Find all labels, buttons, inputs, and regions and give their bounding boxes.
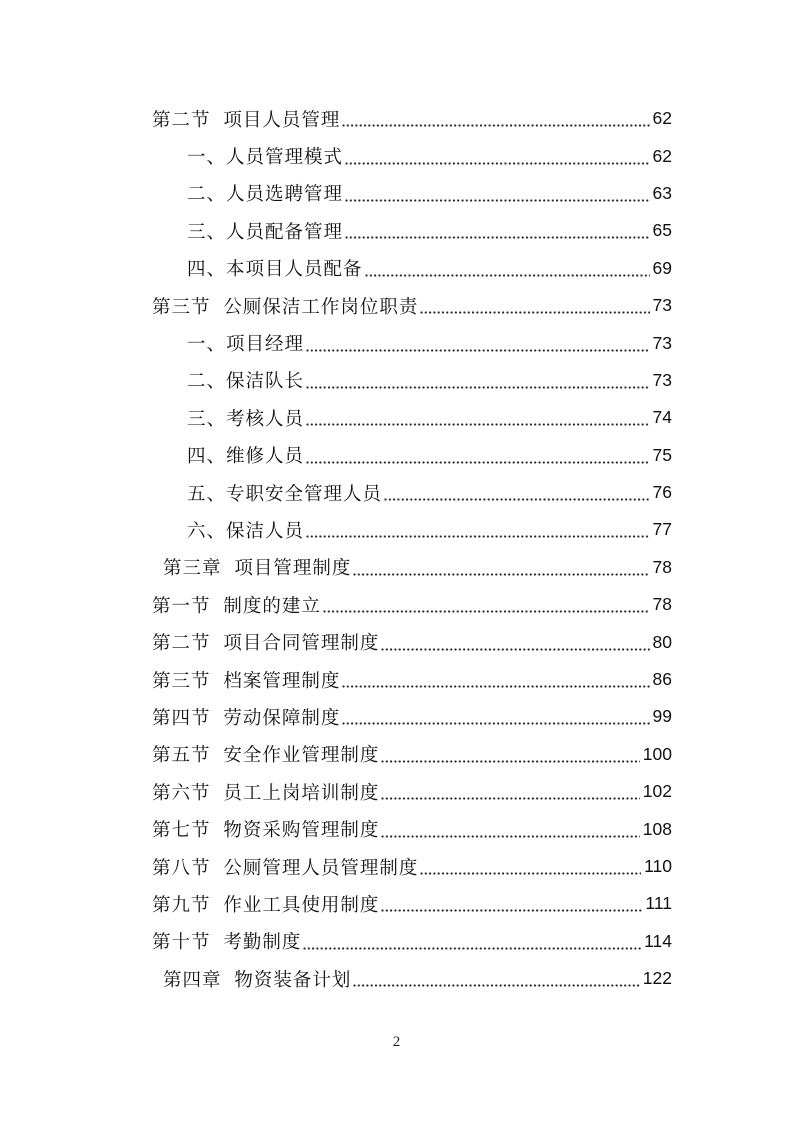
toc-entry-title: 第四章 物资装备计划	[163, 969, 352, 991]
toc-entry-title: 第二节 项目合同管理制度	[152, 633, 380, 655]
dot-leader	[306, 461, 650, 464]
toc-entry-section[interactable]	[0, 100, 793, 137]
toc-entry-page: 73	[652, 295, 672, 316]
toc-entry-page: 65	[652, 220, 672, 241]
toc-entry-title: 六、保洁人员	[187, 520, 305, 542]
toc-entry-title: 二、保洁队长	[187, 371, 305, 393]
dot-leader	[342, 685, 649, 688]
dot-leader	[306, 535, 650, 538]
toc-entry-page: 77	[652, 519, 672, 540]
dot-leader	[342, 722, 649, 725]
toc-entry-page: 86	[652, 669, 672, 690]
toc-entry-title: 三、考核人员	[187, 408, 305, 430]
toc-entry-title: 第三节 公厕保洁工作岗位职责	[152, 296, 419, 318]
toc-entry-section[interactable]	[0, 736, 793, 773]
toc-entry-title: 一、人员管理模式	[187, 147, 344, 169]
dot-leader	[381, 648, 649, 651]
toc-entry-page: 69	[652, 257, 672, 278]
toc-entry-item[interactable]	[0, 137, 793, 174]
toc-entry-title: 第四节 劳动保障制度	[152, 707, 341, 729]
toc-entry-title: 第六节 员工上岗培训制度	[152, 782, 380, 804]
toc-entry-page: 102	[642, 781, 672, 802]
toc-entry-page: 74	[652, 407, 672, 428]
table-of-contents	[0, 100, 793, 997]
dot-leader	[306, 349, 650, 352]
dot-leader	[323, 610, 650, 613]
dot-leader	[306, 423, 650, 426]
toc-entry-title: 第一节 制度的建立	[152, 595, 321, 617]
toc-entry-item[interactable]	[0, 399, 793, 436]
toc-entry-page: 100	[642, 743, 672, 764]
toc-entry-page: 114	[644, 930, 672, 951]
dot-leader	[365, 274, 650, 277]
dot-leader	[345, 199, 650, 202]
toc-entry-section[interactable]	[0, 885, 793, 922]
toc-entry-title: 第五节 安全作业管理制度	[152, 745, 380, 767]
toc-entry-section[interactable]	[0, 586, 793, 623]
toc-entry-item[interactable]	[0, 212, 793, 249]
toc-entry-title: 第九节 作业工具使用制度	[152, 894, 380, 916]
toc-entry-page: 78	[652, 594, 672, 615]
toc-entry-section[interactable]	[0, 287, 793, 324]
dot-leader	[353, 573, 649, 576]
toc-entry-title: 一、项目经理	[187, 334, 305, 356]
toc-entry-page: 75	[652, 444, 672, 465]
toc-entry-page: 73	[652, 332, 672, 353]
dot-leader	[420, 311, 649, 314]
toc-entry-title: 第八节 公厕管理人员管理制度	[152, 857, 419, 879]
toc-entry-page: 62	[652, 145, 672, 166]
toc-entry-title: 三、人员配备管理	[187, 221, 344, 243]
toc-entry-title: 第十节 考勤制度	[152, 932, 302, 954]
dot-leader	[381, 835, 639, 838]
toc-entry-item[interactable]	[0, 250, 793, 287]
dot-leader	[342, 124, 649, 127]
toc-entry-title: 第二节 项目人员管理	[152, 109, 341, 131]
toc-entry-title: 第三章 项目管理制度	[163, 558, 352, 580]
toc-entry-section[interactable]	[0, 923, 793, 960]
toc-entry-section[interactable]	[0, 773, 793, 810]
dot-leader	[306, 386, 650, 389]
toc-entry-page: 80	[652, 631, 672, 652]
toc-entry-title: 四、维修人员	[187, 446, 305, 468]
toc-entry-section[interactable]	[0, 810, 793, 847]
toc-entry-item[interactable]	[0, 362, 793, 399]
toc-entry-section[interactable]	[0, 848, 793, 885]
toc-entry-item[interactable]	[0, 511, 793, 548]
toc-entry-page: 108	[642, 818, 672, 839]
toc-entry-item[interactable]	[0, 437, 793, 474]
toc-entry-chapter[interactable]	[0, 549, 793, 586]
toc-entry-item[interactable]	[0, 324, 793, 361]
dot-leader	[381, 909, 642, 912]
toc-entry-title: 第三节 档案管理制度	[152, 670, 341, 692]
toc-entry-item[interactable]	[0, 474, 793, 511]
dot-leader	[303, 947, 641, 950]
toc-entry-chapter[interactable]	[0, 960, 793, 997]
toc-entry-title: 五、专职安全管理人员	[187, 483, 383, 505]
toc-entry-page: 73	[652, 369, 672, 390]
toc-entry-page: 78	[652, 556, 672, 577]
toc-entry-section[interactable]	[0, 698, 793, 735]
toc-entry-page: 62	[652, 108, 672, 129]
dot-leader	[345, 162, 650, 165]
toc-entry-page: 122	[642, 968, 672, 989]
toc-entry-page: 111	[645, 893, 672, 914]
page-number: 2	[392, 1034, 401, 1050]
toc-entry-title: 二、人员选聘管理	[187, 184, 344, 206]
toc-entry-item[interactable]	[0, 175, 793, 212]
dot-leader	[345, 236, 650, 239]
dot-leader	[381, 760, 639, 763]
dot-leader	[420, 872, 641, 875]
toc-entry-section[interactable]	[0, 623, 793, 660]
dot-leader	[381, 797, 639, 800]
dot-leader	[353, 984, 639, 987]
toc-entry-section[interactable]	[0, 661, 793, 698]
toc-entry-page: 76	[652, 482, 672, 503]
toc-entry-title: 第七节 物资采购管理制度	[152, 820, 380, 842]
toc-entry-page: 99	[652, 706, 672, 727]
toc-entry-title: 四、本项目人员配备	[187, 259, 363, 281]
toc-entry-page: 110	[644, 856, 672, 876]
dot-leader	[384, 498, 650, 501]
toc-entry-page: 63	[652, 182, 672, 203]
